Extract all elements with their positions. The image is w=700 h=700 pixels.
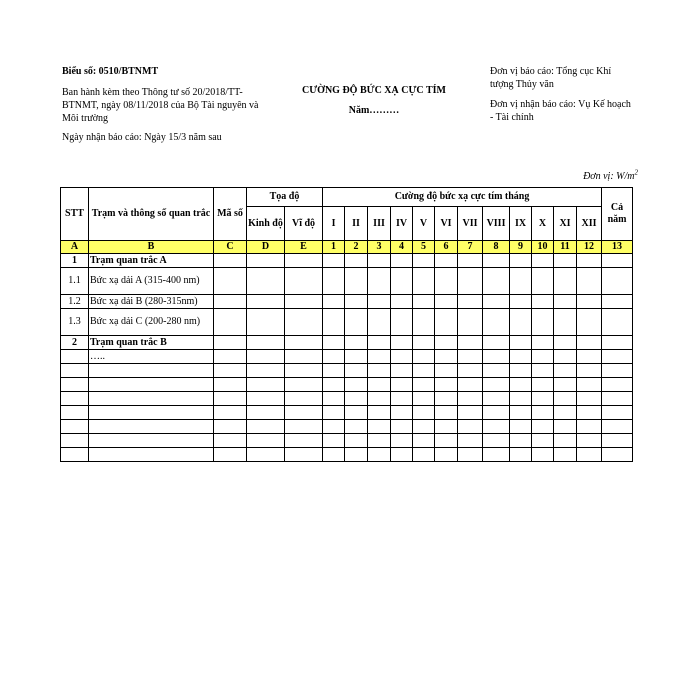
value-cell: [554, 420, 577, 434]
value-cell: [532, 364, 554, 378]
table-row: [61, 364, 633, 378]
value-cell: [285, 309, 323, 336]
value-cell: [554, 309, 577, 336]
table-row: [61, 448, 633, 462]
value-cell: [391, 268, 413, 295]
table-row: [61, 420, 633, 434]
index-cell: 4: [391, 241, 413, 254]
value-cell: [483, 434, 510, 448]
col-header-month: III: [368, 207, 391, 241]
value-cell: [413, 392, 435, 406]
value-cell: [413, 268, 435, 295]
value-cell: [247, 295, 285, 309]
value-cell: [413, 336, 435, 350]
receive-date: Ngày nhận báo cáo: Ngày 15/3 năm sau: [62, 132, 222, 143]
value-cell: [577, 420, 602, 434]
value-cell: [554, 434, 577, 448]
value-cell: [458, 406, 483, 420]
value-cell: [323, 364, 345, 378]
value-cell: [368, 406, 391, 420]
stt-cell: [61, 434, 89, 448]
value-cell: [345, 350, 368, 364]
value-cell: [247, 434, 285, 448]
value-cell: [285, 392, 323, 406]
value-cell: [368, 350, 391, 364]
value-cell: [368, 448, 391, 462]
unit-label: [583, 170, 638, 183]
col-header-monthly: Cường độ bức xạ cực tím tháng: [323, 188, 602, 207]
issued-by-text: Ban hành kèm theo Thông tư số 20/2018/TT-BTNMT, ngày 08/11/2018 của Bộ Tài nguyên và Môi trường: [62, 87, 259, 124]
index-cell: 1: [323, 241, 345, 254]
value-cell: [510, 406, 532, 420]
value-cell: [532, 392, 554, 406]
stt-cell: 1: [61, 254, 89, 268]
value-cell: [602, 309, 633, 336]
value-cell: [247, 254, 285, 268]
value-cell: [413, 378, 435, 392]
value-cell: [214, 420, 247, 434]
value-cell: [458, 392, 483, 406]
value-cell: [510, 392, 532, 406]
value-cell: [368, 295, 391, 309]
value-cell: [247, 268, 285, 295]
station-cell: [89, 378, 214, 392]
value-cell: [285, 350, 323, 364]
value-cell: [323, 420, 345, 434]
col-header-stt: STT: [61, 188, 89, 241]
stt-cell: 1.2: [61, 295, 89, 309]
reporting-unit: Đơn vị báo cáo: Tổng cục Khí tượng Thủy văn: [490, 66, 612, 90]
index-cell: 5: [413, 241, 435, 254]
value-cell: [532, 295, 554, 309]
col-header-month: IV: [391, 207, 413, 241]
value-cell: [345, 448, 368, 462]
unit-superscript: 2: [634, 168, 638, 177]
value-cell: [554, 448, 577, 462]
value-cell: [602, 364, 633, 378]
value-cell: [458, 378, 483, 392]
value-cell: [345, 392, 368, 406]
value-cell: [391, 434, 413, 448]
value-cell: [285, 364, 323, 378]
col-header-month: V: [413, 207, 435, 241]
value-cell: [435, 448, 458, 462]
value-cell: [214, 309, 247, 336]
value-cell: [577, 350, 602, 364]
value-cell: [391, 364, 413, 378]
value-cell: [577, 364, 602, 378]
value-cell: [458, 309, 483, 336]
col-header-month: X: [532, 207, 554, 241]
col-header-coords: Tọa độ: [247, 188, 323, 207]
value-cell: [510, 268, 532, 295]
value-cell: [435, 364, 458, 378]
value-cell: [413, 364, 435, 378]
value-cell: [483, 268, 510, 295]
index-cell: 7: [458, 241, 483, 254]
value-cell: [285, 448, 323, 462]
col-header-lon: Kinh độ: [247, 207, 285, 241]
value-cell: [391, 406, 413, 420]
index-cell: E: [285, 241, 323, 254]
value-cell: [602, 268, 633, 295]
col-header-month: XI: [554, 207, 577, 241]
value-cell: [247, 336, 285, 350]
index-cell: A: [61, 241, 89, 254]
value-cell: [323, 268, 345, 295]
unit-text: Đơn vị: W/m: [583, 171, 635, 182]
value-cell: [435, 254, 458, 268]
value-cell: [413, 434, 435, 448]
value-cell: [247, 406, 285, 420]
col-header-month: XII: [577, 207, 602, 241]
value-cell: [413, 406, 435, 420]
station-cell: [89, 434, 214, 448]
station-cell: Bức xạ dải A (315-400 nm): [89, 268, 214, 295]
index-cell: B: [89, 241, 214, 254]
station-cell: [89, 420, 214, 434]
value-cell: [391, 309, 413, 336]
value-cell: [554, 378, 577, 392]
stt-cell: [61, 420, 89, 434]
value-cell: [214, 254, 247, 268]
value-cell: [435, 336, 458, 350]
value-cell: [323, 406, 345, 420]
value-cell: [413, 448, 435, 462]
index-row: [61, 241, 633, 254]
value-cell: [510, 434, 532, 448]
value-cell: [247, 378, 285, 392]
value-cell: [483, 448, 510, 462]
value-cell: [483, 254, 510, 268]
value-cell: [458, 268, 483, 295]
index-cell: 8: [483, 241, 510, 254]
value-cell: [323, 336, 345, 350]
value-cell: [368, 378, 391, 392]
table-row: [61, 434, 633, 448]
value-cell: [532, 448, 554, 462]
value-cell: [247, 350, 285, 364]
value-cell: [532, 268, 554, 295]
value-cell: [532, 350, 554, 364]
value-cell: [602, 406, 633, 420]
index-cell: 11: [554, 241, 577, 254]
value-cell: [532, 378, 554, 392]
station-cell: Trạm quan trắc A: [89, 254, 214, 268]
value-cell: [345, 268, 368, 295]
table-row: [61, 309, 633, 336]
stt-cell: 1.3: [61, 309, 89, 336]
value-cell: [391, 392, 413, 406]
value-cell: [345, 406, 368, 420]
table-row: [61, 378, 633, 392]
value-cell: [413, 350, 435, 364]
value-cell: [285, 378, 323, 392]
stt-cell: [61, 448, 89, 462]
value-cell: [458, 420, 483, 434]
value-cell: [345, 378, 368, 392]
value-cell: [577, 448, 602, 462]
stt-cell: 2: [61, 336, 89, 350]
table-row: [61, 392, 633, 406]
value-cell: [458, 364, 483, 378]
value-cell: [483, 392, 510, 406]
value-cell: [602, 434, 633, 448]
value-cell: [345, 309, 368, 336]
value-cell: [577, 295, 602, 309]
value-cell: [285, 434, 323, 448]
value-cell: [285, 268, 323, 295]
value-cell: [413, 295, 435, 309]
station-cell: [89, 448, 214, 462]
value-cell: [391, 336, 413, 350]
value-cell: [510, 336, 532, 350]
value-cell: [458, 254, 483, 268]
value-cell: [391, 350, 413, 364]
value-cell: [435, 406, 458, 420]
value-cell: [214, 336, 247, 350]
value-cell: [214, 448, 247, 462]
value-cell: [602, 448, 633, 462]
value-cell: [510, 378, 532, 392]
value-cell: [285, 295, 323, 309]
value-cell: [214, 434, 247, 448]
value-cell: [391, 378, 413, 392]
value-cell: [577, 434, 602, 448]
value-cell: [214, 378, 247, 392]
value-cell: [458, 434, 483, 448]
value-cell: [554, 295, 577, 309]
value-cell: [391, 420, 413, 434]
value-cell: [483, 309, 510, 336]
value-cell: [345, 434, 368, 448]
value-cell: [483, 406, 510, 420]
value-cell: [435, 392, 458, 406]
table-row: [61, 406, 633, 420]
value-cell: [458, 336, 483, 350]
col-header-month: VII: [458, 207, 483, 241]
col-header-station: Trạm và thông số quan trắc: [89, 188, 214, 241]
col-header-month: I: [323, 207, 345, 241]
index-cell: 10: [532, 241, 554, 254]
stt-cell: [61, 392, 89, 406]
stt-cell: [61, 364, 89, 378]
station-cell: Bức xạ dải C (200-280 nm): [89, 309, 214, 336]
value-cell: [510, 309, 532, 336]
value-cell: [458, 448, 483, 462]
value-cell: [577, 378, 602, 392]
value-cell: [323, 392, 345, 406]
station-cell: Bức xạ dải B (280-315nm): [89, 295, 214, 309]
value-cell: [368, 309, 391, 336]
value-cell: [483, 336, 510, 350]
value-cell: [577, 254, 602, 268]
value-cell: [323, 434, 345, 448]
index-cell: 12: [577, 241, 602, 254]
value-cell: [510, 364, 532, 378]
value-cell: [435, 378, 458, 392]
value-cell: [345, 364, 368, 378]
col-header-month: IX: [510, 207, 532, 241]
col-header-month: VIII: [483, 207, 510, 241]
value-cell: [554, 336, 577, 350]
table-row: [61, 268, 633, 295]
station-cell: Trạm quan trắc B: [89, 336, 214, 350]
value-cell: [435, 309, 458, 336]
value-cell: [483, 378, 510, 392]
value-cell: [577, 268, 602, 295]
value-cell: [214, 406, 247, 420]
uv-radiation-table: [60, 187, 633, 462]
index-cell: D: [247, 241, 285, 254]
value-cell: [391, 254, 413, 268]
value-cell: [532, 336, 554, 350]
col-header-code: Mã số: [214, 188, 247, 241]
value-cell: [510, 350, 532, 364]
table-row: [61, 336, 633, 350]
table-row: [61, 350, 633, 364]
value-cell: [345, 254, 368, 268]
value-cell: [214, 364, 247, 378]
station-cell: [89, 406, 214, 420]
value-cell: [368, 268, 391, 295]
value-cell: [285, 254, 323, 268]
col-header-year: Cả năm: [602, 188, 633, 241]
value-cell: [323, 295, 345, 309]
value-cell: [391, 295, 413, 309]
value-cell: [602, 378, 633, 392]
value-cell: [554, 268, 577, 295]
value-cell: [214, 295, 247, 309]
form-code: Biểu số: 0510/BTNMT: [62, 66, 159, 77]
value-cell: [532, 309, 554, 336]
stt-cell: [61, 406, 89, 420]
value-cell: [554, 406, 577, 420]
col-header-month: II: [345, 207, 368, 241]
value-cell: [532, 406, 554, 420]
value-cell: [413, 254, 435, 268]
value-cell: [577, 309, 602, 336]
station-cell: [89, 364, 214, 378]
receiving-unit: Đơn vị nhận báo cáo: Vụ Kế hoạch - Tài chính: [490, 99, 631, 123]
value-cell: [577, 406, 602, 420]
index-cell: C: [214, 241, 247, 254]
value-cell: [532, 434, 554, 448]
value-cell: [458, 350, 483, 364]
value-cell: [435, 434, 458, 448]
value-cell: [368, 434, 391, 448]
col-header-lat: Vĩ độ: [285, 207, 323, 241]
value-cell: [554, 254, 577, 268]
report-year: Năm………: [348, 105, 400, 116]
table-row: [61, 295, 633, 309]
value-cell: [368, 420, 391, 434]
value-cell: [483, 295, 510, 309]
value-cell: [554, 364, 577, 378]
value-cell: [285, 420, 323, 434]
value-cell: [435, 268, 458, 295]
value-cell: [435, 350, 458, 364]
value-cell: [435, 295, 458, 309]
stt-cell: 1.1: [61, 268, 89, 295]
value-cell: [510, 420, 532, 434]
value-cell: [368, 254, 391, 268]
value-cell: [214, 268, 247, 295]
value-cell: [323, 309, 345, 336]
value-cell: [602, 254, 633, 268]
value-cell: [247, 448, 285, 462]
value-cell: [602, 295, 633, 309]
col-header-month: VI: [435, 207, 458, 241]
value-cell: [323, 378, 345, 392]
value-cell: [323, 448, 345, 462]
value-cell: [368, 392, 391, 406]
value-cell: [247, 420, 285, 434]
value-cell: [532, 254, 554, 268]
value-cell: [554, 350, 577, 364]
value-cell: [285, 336, 323, 350]
value-cell: [483, 350, 510, 364]
value-cell: [577, 392, 602, 406]
value-cell: [510, 295, 532, 309]
value-cell: [345, 420, 368, 434]
index-cell: 2: [345, 241, 368, 254]
station-cell: …..: [89, 350, 214, 364]
index-cell: 13: [602, 241, 633, 254]
table-row: [61, 254, 633, 268]
value-cell: [368, 336, 391, 350]
station-cell: [89, 392, 214, 406]
value-cell: [602, 350, 633, 364]
value-cell: [483, 364, 510, 378]
value-cell: [510, 254, 532, 268]
value-cell: [602, 336, 633, 350]
value-cell: [391, 448, 413, 462]
page-title: CƯỜNG ĐỘ BỨC XẠ CỰC TÍM: [302, 85, 446, 96]
value-cell: [602, 392, 633, 406]
value-cell: [554, 392, 577, 406]
value-cell: [323, 350, 345, 364]
value-cell: [345, 295, 368, 309]
value-cell: [510, 448, 532, 462]
value-cell: [435, 420, 458, 434]
value-cell: [345, 336, 368, 350]
value-cell: [247, 309, 285, 336]
value-cell: [214, 350, 247, 364]
value-cell: [413, 420, 435, 434]
value-cell: [214, 392, 247, 406]
value-cell: [458, 295, 483, 309]
value-cell: [483, 420, 510, 434]
value-cell: [247, 364, 285, 378]
stt-cell: [61, 378, 89, 392]
value-cell: [247, 392, 285, 406]
index-cell: 6: [435, 241, 458, 254]
value-cell: [413, 309, 435, 336]
index-cell: 9: [510, 241, 532, 254]
index-cell: 3: [368, 241, 391, 254]
value-cell: [323, 254, 345, 268]
value-cell: [532, 420, 554, 434]
value-cell: [602, 420, 633, 434]
stt-cell: [61, 350, 89, 364]
value-cell: [285, 406, 323, 420]
value-cell: [577, 336, 602, 350]
value-cell: [368, 364, 391, 378]
